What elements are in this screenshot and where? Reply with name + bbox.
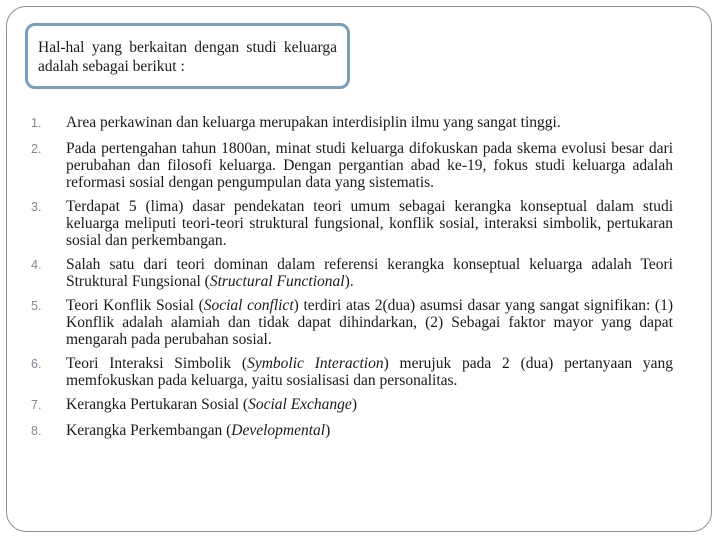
list-item [31,394,673,415]
numbered-point-list [31,112,673,446]
text-segment: ). [344,273,354,290]
slide-title: Hal-hal yang berkaitan dengan studi keluarga adalah sebagai berikut : [38,39,337,75]
list-item-number: 4. [31,258,42,272]
text-segment: Kerangka Perkembangan ( [66,422,232,439]
list-item-text [66,112,673,131]
text-segment: ) [351,396,357,413]
list-item [31,112,673,133]
text-segment: Salah satu dari teori dominan dalam referensi kerangka konseptual keluarga adalah Teori Struktural Fungsional ( [66,256,673,290]
list-item-number: 3. [31,200,42,214]
list-item [31,295,673,348]
text-segment: Area perkawinan dan keluarga merupakan interdisiplin ilmu yang sangat tinggi. [66,114,561,131]
text-segment: ) [325,422,331,439]
italic-term: Symbolic Interaction [247,355,384,372]
text-segment: Terdapat 5 (lima) dasar pendekatan teori umum sebagai kerangka konseptual dalam studi keluarga meliputi teori-teori struktural fungsional, konflik sosial, interaksi simbolik, pertukaran sosial dan perkembangan. [66,198,673,249]
text-segment: ) terdiri atas 2(dua) asumsi dasar yang sangat signifikan: (1) Konflik adalah alamiah dan tidak dapat dihindarkan, (2) Sebagai faktor mayor yang dapat mengarah pada perubahan sosial. [66,297,673,348]
list-item [31,353,673,389]
text-segment: ) merujuk pada 2 (dua) pertanyaan yang memfokuskan pada keluarga, yaitu sosialisasi dan personalitas. [66,355,673,389]
list-item-number: 8. [31,424,42,438]
italic-term: Structural Functional [209,273,345,290]
title-box [25,23,350,89]
list-item-text [66,138,673,191]
text-segment: Pada pertengahan tahun 1800an, minat studi keluarga difokuskan pada skema evolusi besar dari perubahan dan filosofi keluarga. Dengan pergantian abad ke-19, fokus studi keluarga adalah reformasi sosial dengan pengumpulan data yang sistematis. [66,140,673,191]
list-item [31,196,673,249]
list-item [31,138,673,191]
list-item-number: 1. [31,116,42,130]
list-item-text [66,295,673,348]
italic-term: Developmental [231,422,326,439]
list-item-number: 6. [31,357,42,371]
list-item-text [66,394,673,413]
italic-term: Social Exchange [248,396,352,413]
italic-term: Social conflict [203,297,294,314]
list-item-text [66,353,673,389]
list-item-number: 7. [31,398,42,412]
list-item [31,254,673,290]
list-item-number: 5. [31,299,42,313]
list-item-text [66,420,673,439]
text-segment: Kerangka Pertukaran Sosial ( [66,396,249,413]
text-segment: Teori Konflik Sosial ( [66,297,204,314]
list-item-number: 2. [31,142,42,156]
text-segment: Teori Interaksi Simbolik ( [66,355,248,372]
list-item [31,420,673,441]
list-item-text [66,196,673,249]
list-item-text [66,254,673,290]
slide-frame [6,6,712,532]
